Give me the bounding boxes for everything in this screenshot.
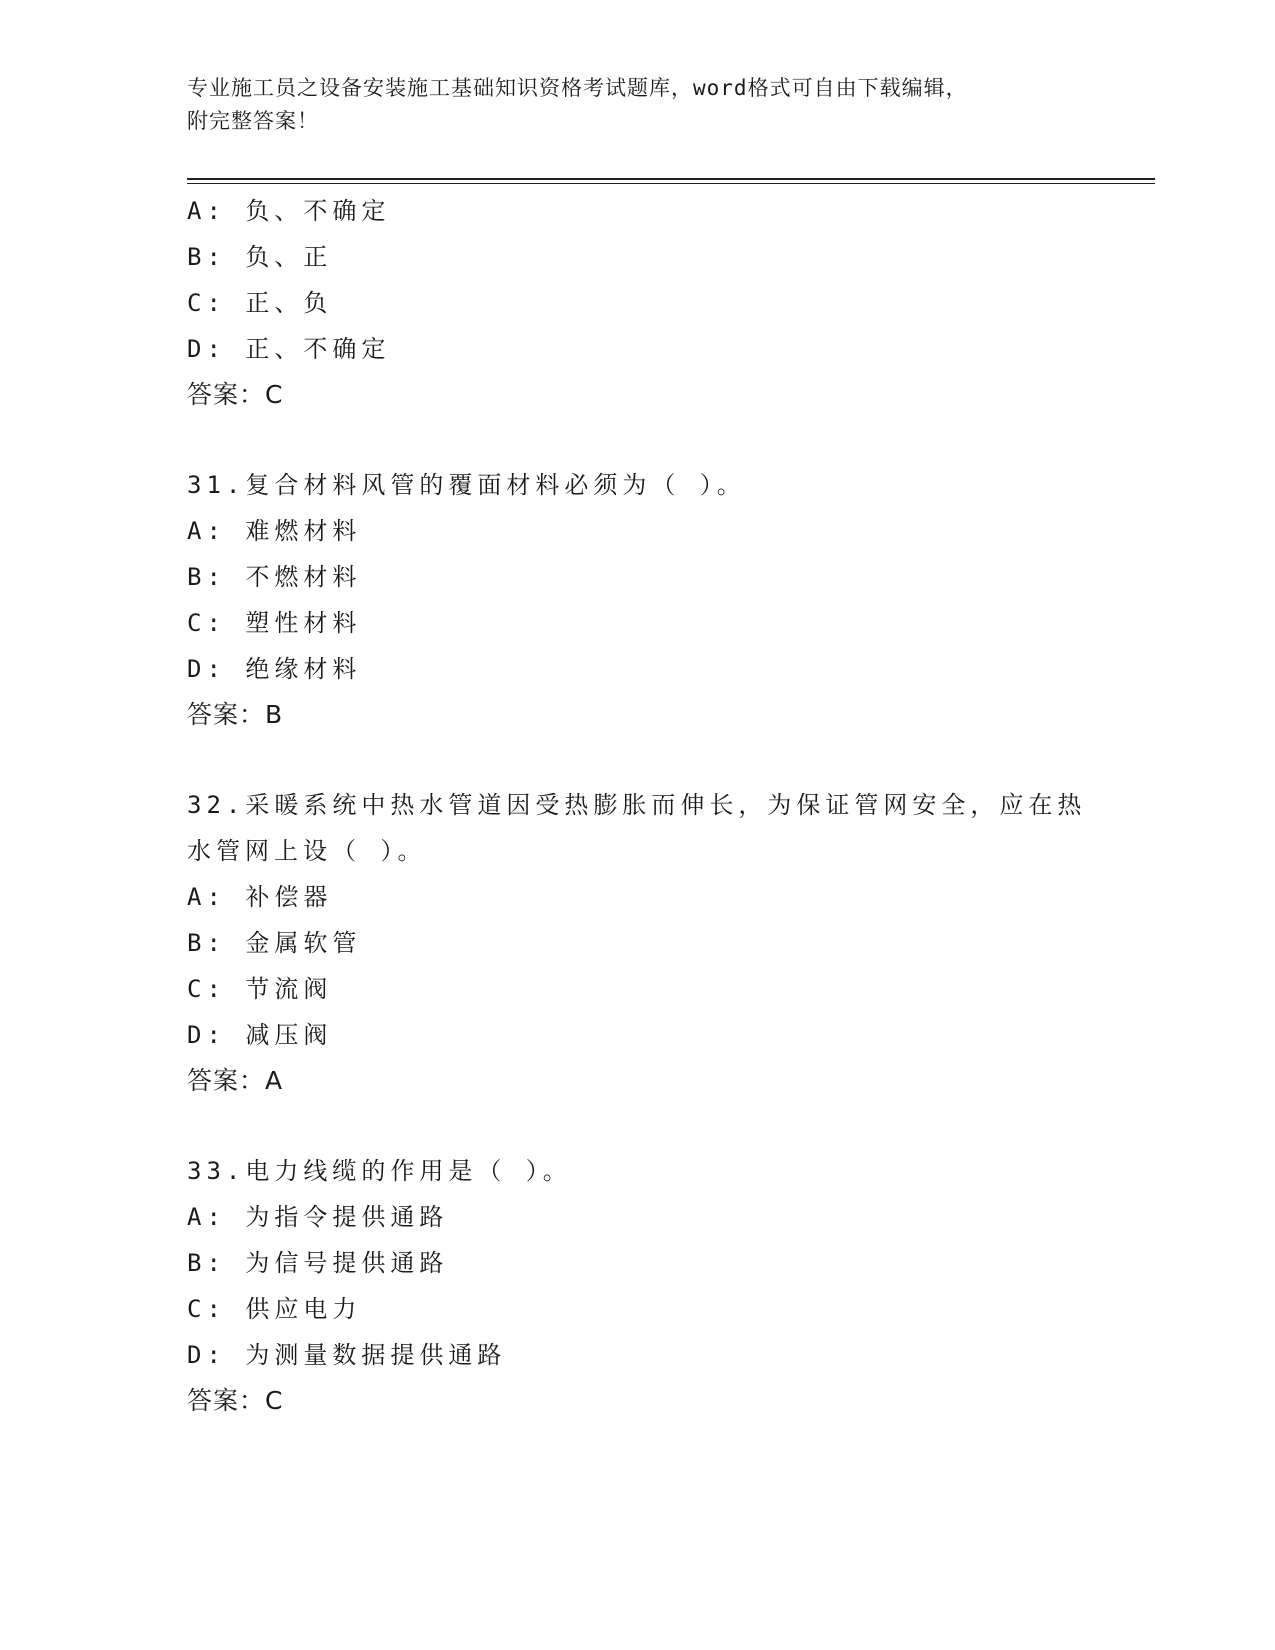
answer-line: 答案：B — [187, 700, 284, 729]
option-a: A: 难燃材料 — [187, 517, 362, 545]
question-list — [187, 188, 1087, 1424]
question-text-line-1: 32.采暖系统中热水管道因受热膨胀而伸长，为保证管网安全，应在热 — [187, 791, 1087, 819]
question-text: 33.电力线缆的作用是（ ）。 — [187, 1157, 572, 1185]
question-block-32 — [187, 782, 1087, 1104]
question-block-31 — [187, 462, 1087, 738]
question-text-line-2: 水管网上设（ ）。 — [187, 837, 427, 865]
spacer — [187, 1104, 1087, 1148]
spacer — [187, 738, 1087, 782]
spacer — [187, 418, 1087, 462]
question-block-33 — [187, 1148, 1087, 1424]
document-header — [187, 72, 1087, 138]
option-a: A: 为指令提供通路 — [187, 1203, 449, 1231]
header-divider-thick — [187, 178, 1155, 180]
option-d: D: 为测量数据提供通路 — [187, 1341, 507, 1369]
option-d: D: 正、不确定 — [187, 335, 391, 363]
option-d: D: 绝缘材料 — [187, 655, 362, 683]
option-c: C: 节流阀 — [187, 975, 333, 1003]
option-c: C: 塑性材料 — [187, 609, 362, 637]
option-b: B: 为信号提供通路 — [187, 1249, 449, 1277]
answer-line: 答案：C — [187, 380, 284, 409]
option-c: C: 供应电力 — [187, 1295, 362, 1323]
option-a: A: 补偿器 — [187, 883, 333, 911]
answer-line: 答案：A — [187, 1066, 284, 1095]
header-divider-thin — [187, 183, 1155, 184]
question-block-30 — [187, 188, 1087, 418]
answer-line: 答案：C — [187, 1386, 284, 1415]
option-a: A: 负、不确定 — [187, 197, 391, 225]
option-c: C: 正、负 — [187, 289, 333, 317]
option-b: B: 金属软管 — [187, 929, 362, 957]
option-b: B: 不燃材料 — [187, 563, 362, 591]
header-line-2: 附完整答案！ — [187, 109, 319, 133]
header-line-1: 专业施工员之设备安装施工基础知识资格考试题库，word格式可自由下载编辑， — [187, 76, 968, 100]
option-b: B: 负、正 — [187, 243, 333, 271]
question-text: 31.复合材料风管的覆面材料必须为（ ）。 — [187, 471, 746, 499]
option-d: D: 减压阀 — [187, 1021, 333, 1049]
